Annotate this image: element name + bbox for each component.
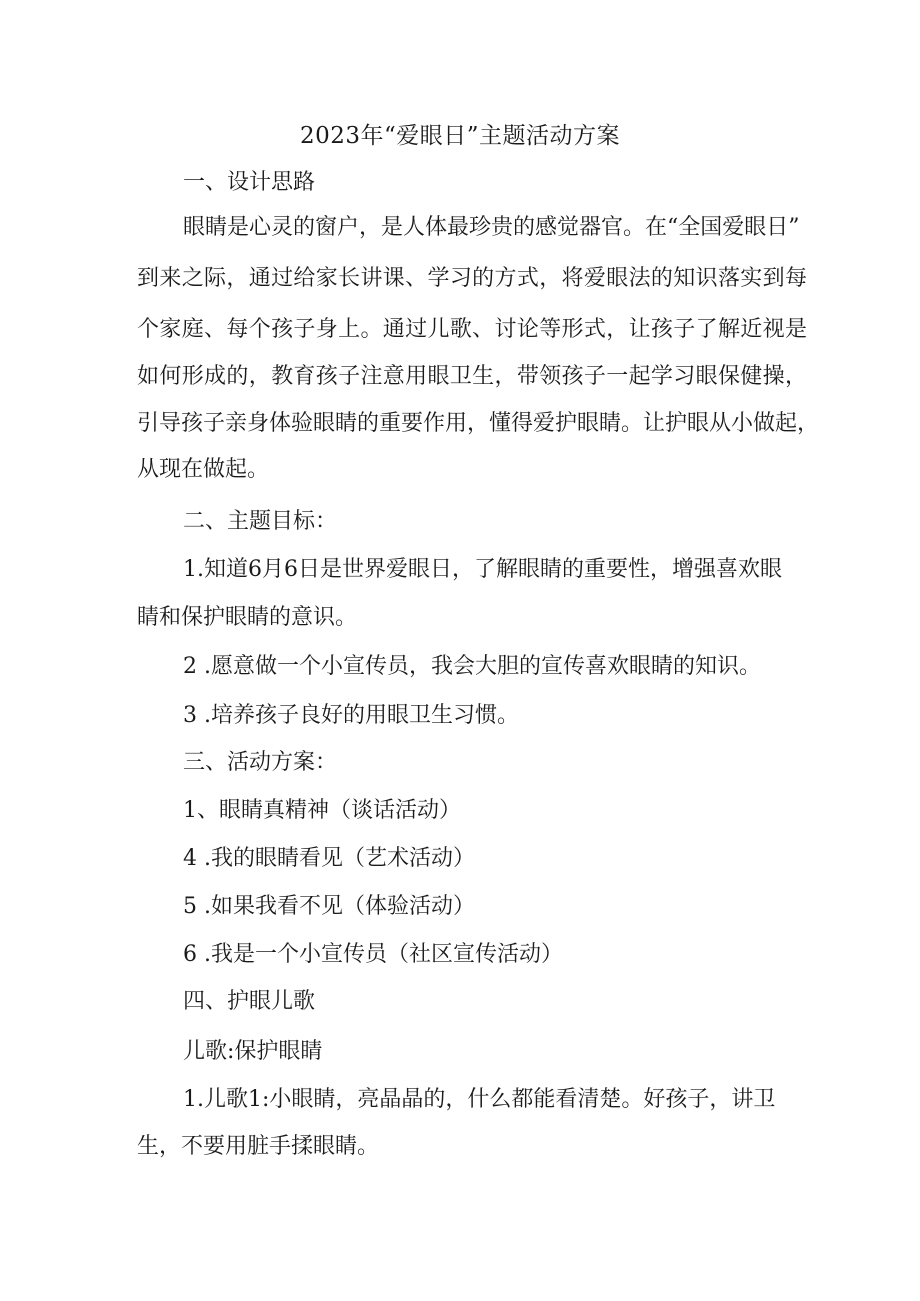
paragraph-line: 眼睛是心灵的窗户，是人体最珍贵的感觉器官。在“全国爱眼日” [183, 215, 800, 240]
paragraph-line: 如何形成的，教育孩子注意用眼卫生，带领孩子一起学习眼保健操， [137, 364, 807, 389]
song-title: 儿歌:保护眼睛 [183, 1039, 323, 1064]
song-line: 生，不要用脏手揉眼睛。 [137, 1134, 380, 1159]
section-heading-design: 一、设计思路 [183, 170, 316, 195]
list-item: 1.知道6月6日是世界爱眼日，了解眼睛的重要性，增强喜欢眼 [183, 557, 782, 582]
paragraph-line: 个家庭、每个孩子身上。通过儿歌、讨论等形式，让孩子了解近视是 [137, 317, 807, 342]
list-item: 2 .愿意做一个小宣传员，我会大胆的宣传喜欢眼睛的知识。 [183, 654, 761, 679]
list-item: 6 .我是一个小宣传员（社区宣传活动） [183, 942, 563, 967]
document-title: 2023年“爱眼日”主题活动方案 [299, 123, 621, 149]
song-line: 1.儿歌1:小眼睛，亮晶晶的，什么都能看清楚。好孩子，讲卫 [183, 1087, 776, 1112]
paragraph-line: 到来之际，通过给家长讲课、学习的方式，将爱眼法的知识落实到每 [137, 266, 807, 291]
section-heading-goals: 二、主题目标： [183, 509, 338, 534]
list-item: 1、眼睛真精神（谈话活动） [183, 798, 461, 823]
section-heading-song: 四、护眼儿歌 [183, 989, 316, 1014]
list-item: 3 .培养孩子良好的用眼卫生习惯。 [183, 703, 519, 728]
list-item: 5 .如果我看不见（体验活动） [183, 894, 475, 919]
paragraph-line: 从现在做起。 [137, 457, 270, 482]
list-item: 4 .我的眼睛看见（艺术活动） [183, 846, 475, 871]
paragraph-line: 引导孩子亲身体验眼睛的重要作用，懂得爱护眼睛。让护眼从小做起， [137, 411, 820, 436]
section-heading-plan: 三、活动方案： [183, 750, 338, 775]
list-item-continuation: 睛和保护眼睛的意识。 [137, 605, 358, 630]
